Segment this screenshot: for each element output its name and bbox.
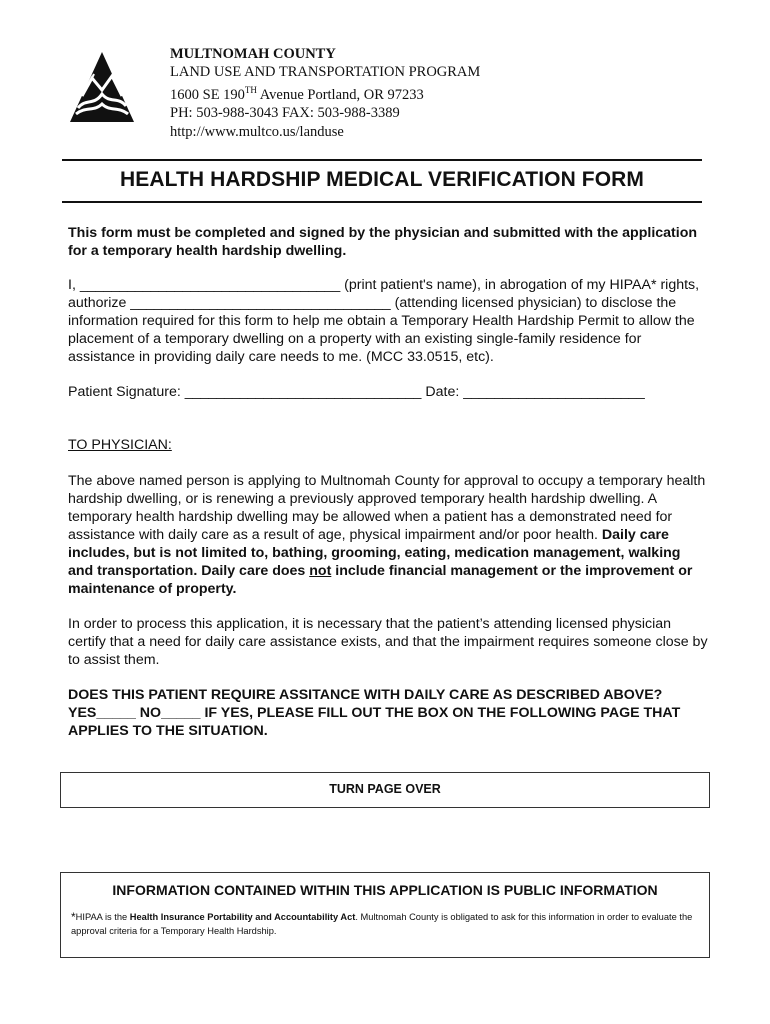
form-title: HEALTH HARDSHIP MEDICAL VERIFICATION FORM [119, 168, 645, 191]
website-link[interactable]: http://www.multco.us/landuse [170, 123, 344, 140]
physician-paragraph-1: The above named person is applying to Multnomah County for approval to occupy a temporary health hardship dwelling, or is renewing a previously approved temporary health hardship dwelling. A temporary health hardship dwelling may be allowed when a patient has a demonstrated need for assistance with daily care as a result of age, physical impairment and/or poor health. Daily care includes, but is not limited to, bathing, grooming, eating, medication management, walking and transportation. Daily care does not include financial management or the improvement or maintenance of property. [68, 473, 706, 597]
public-info-heading: INFORMATION CONTAINED WITHIN THIS APPLICATION IS PUBLIC INFORMATION [112, 882, 658, 898]
daily-care-question: DOES THIS PATIENT REQUIRE ASSITANCE WITH DAILY CARE AS DESCRIBED ABOVE? YES_____ NO_____ IF YES, PLEASE FILL OUT THE BOX ON THE FOLLOWING PAGE THAT APPLIES TO THE SITUATION. [68, 687, 681, 739]
header-block [170, 45, 480, 141]
hipaa-footnote: *HIPAA is the Health Insurance Portability and Accountability Act. Multnomah County is obligated to ask for this information in order to evaluate the approval criteria for a Temporary Health Hardship. [71, 910, 693, 936]
physician-heading: TO PHYSICIAN: [68, 437, 172, 453]
title-rule-bottom [62, 201, 702, 203]
physician-paragraph-2: In order to process this application, it is necessary that the patient’s attending licensed physician certify that a need for daily care assistance exists, and that the impairment requires someone close by to assist them. [68, 616, 708, 668]
address: 1600 SE 190TH Avenue Portland, OR 97233 [170, 85, 424, 104]
authorization-text: I, _________________________________ (print patient's name), in abrogation of my HIPAA* rights, authorize _________________________________ (attending licensed physician) to disclose the information required for this form to help me obtain a Temporary Health Hardship Permit to allow the placement of a temporary dwelling on a property with an existing single-family residence for assistance in providing daily care needs to me. (MCC 33.0515, etc). [68, 277, 700, 365]
signature-line: Patient Signature: ______________________________ Date: _______________________ [68, 384, 645, 400]
public-info-box [60, 872, 710, 958]
multnomah-county-logo [68, 50, 136, 124]
phone-fax: PH: 503-988-3043 FAX: 503-988-3389 [170, 105, 400, 122]
turn-page-text: TURN PAGE OVER [329, 782, 441, 796]
org-name: MULTNOMAH COUNTY [170, 46, 336, 62]
title-rule-top [62, 159, 702, 161]
turn-page-box [60, 772, 710, 808]
intro-text: This form must be completed and signed by the physician and submitted with the application for a temporary health hardship dwelling. [68, 225, 698, 259]
program-name: LAND USE AND TRANSPORTATION PROGRAM [170, 64, 481, 81]
